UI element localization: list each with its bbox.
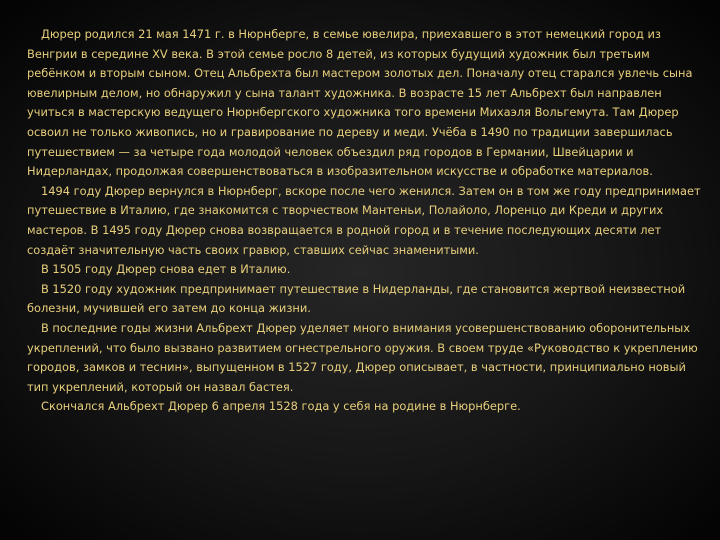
paragraph-1520-netherlands: В 1520 году художник предпринимает путешествие в Нидерланды, где становится жертвой неизвестной болезни, мучившей его затем до конца жизни. — [27, 281, 686, 316]
biography-text-block — [27, 25, 703, 417]
paragraph-1505-italy: В 1505 году Дюрер снова едет в Италию. — [41, 262, 291, 277]
paragraph-1494-return: 1494 году Дюрер вернулся в Нюрнберг, вскоре после чего женился. Затем он в том же году предпринимает путешествие в Италию, где знакомится с творчеством Мантеньи, Полайоло, Лоренцо ди Креди и других мастеров. В 1495 году Дюрер снова возвращается в родной город и в течение последующих десяти лет создаёт значительную часть своих гравюр, ставших сейчас знаменитыми. — [27, 183, 701, 257]
paragraph-death: Скончался Альбрехт Дюрер 6 апреля 1528 года у себя на родине в Нюрнберге. — [41, 399, 521, 414]
paragraph-fortifications: В последние годы жизни Альбрехт Дюрер уделяет много внимания усовершенствованию оборонительных укреплений, что было вызвано развитием огнестрельного оружия. В своем труде «Руководство к укреплению городов, замков и теснин», выпущенном в 1527 году, Дюрер описывает, в частности, принципиально новый тип укреплений, который он назвал бастея. — [27, 320, 698, 394]
paragraph-early-life: Дюрер родился 21 мая 1471 г. в Нюрнберге, в семье ювелира, приехавшего в этот немецкий город из Венгрии в середине XV века. В этой семье росло 8 детей, из которых будущий художник был третьим ребёнком и вторым сыном. Отец Альбрехта был мастером золотых дел. Поначалу отец старался увлечь сына ювелирным делом, но обнаружил у сына талант художника. В возрасте 15 лет Альбрехт был направлен учиться в мастерскую ведущего Нюрнбергского художника того времени Михаэля Вольгемута. Там Дюрер освоил не только живопись, но и гравирование по дереву и меди. Учёба в 1490 по традиции завершилась путешествием — за четыре года молодой человек объездил ряд городов в Германии, Швейцарии и Нидерландах, продолжая совершенствоваться в изобразительном искусстве и обработке материалов. — [27, 27, 693, 179]
